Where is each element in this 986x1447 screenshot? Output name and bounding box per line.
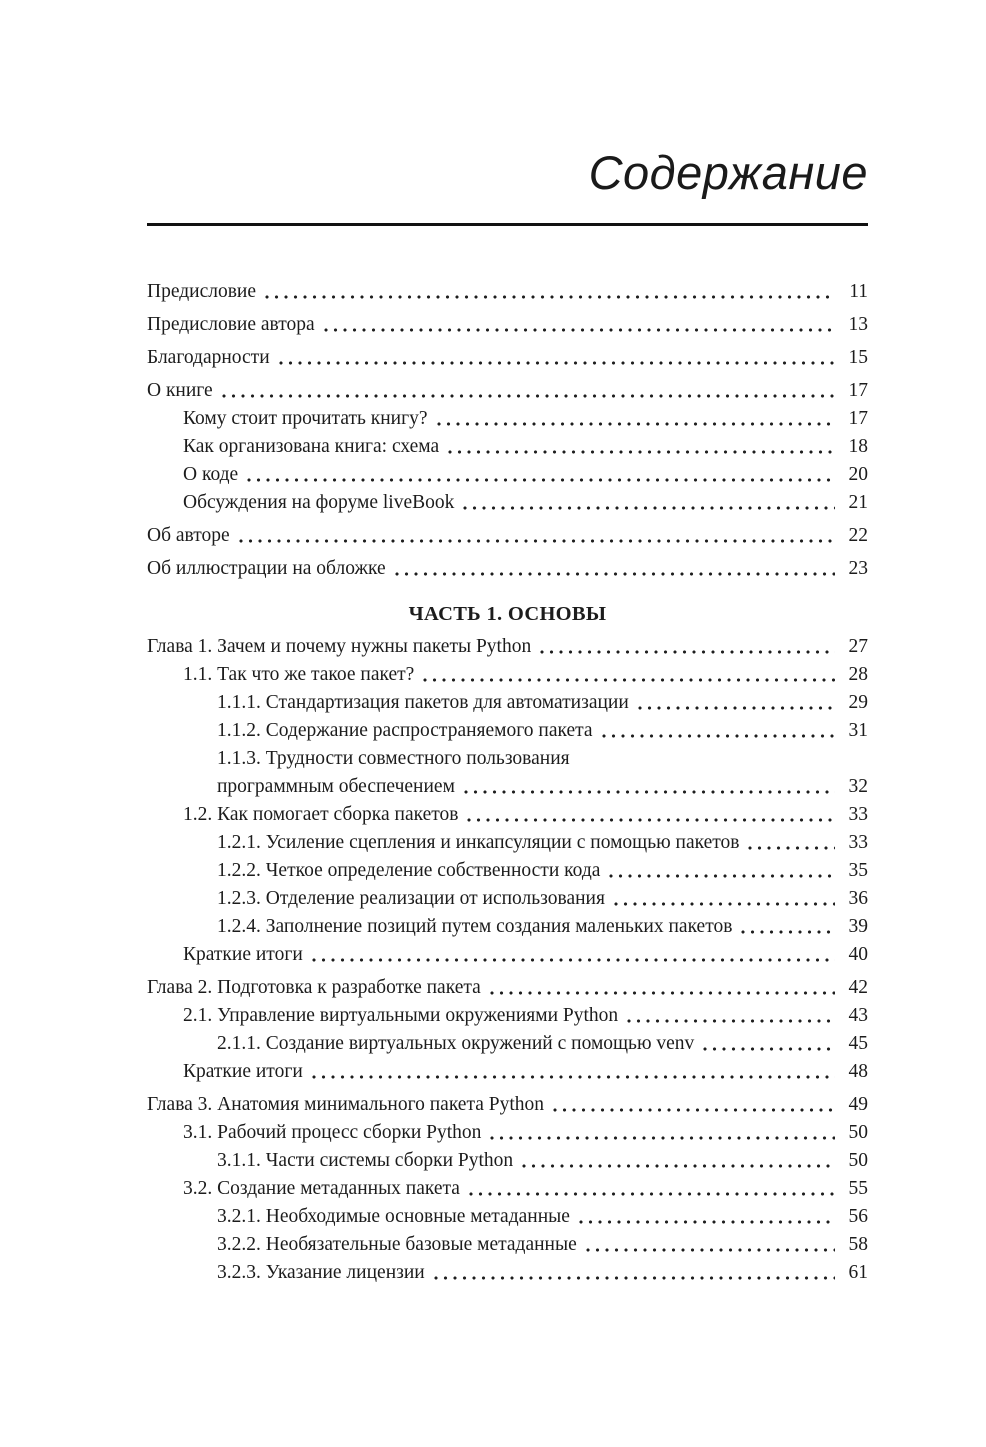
toc-entry-page: 33	[848, 832, 868, 854]
toc-entry-label: Глава 1. Зачем и почему нужны пакеты Python	[147, 636, 532, 658]
toc-entry-label: 3.2. Создание метаданных пакета	[183, 1178, 460, 1200]
toc-row	[147, 717, 868, 745]
toc-entry-page: 32	[848, 776, 868, 798]
toc-entry-page: 11	[849, 281, 868, 303]
toc-entry-page: 18	[848, 436, 868, 458]
dot-leader	[395, 572, 835, 576]
toc-entry-label: Предисловие автора	[147, 314, 315, 336]
toc-entry-page: 15	[848, 347, 868, 369]
dot-leader	[490, 991, 835, 995]
toc-row	[147, 461, 868, 489]
toc-row	[147, 773, 868, 801]
toc-row	[147, 1091, 868, 1119]
toc-entry-label: Предисловие	[147, 281, 257, 303]
dot-leader	[222, 394, 835, 398]
toc-row	[147, 801, 868, 829]
toc-row	[147, 913, 868, 941]
toc-entry-label: Как организована книга: схема	[183, 436, 440, 458]
dot-leader	[463, 506, 835, 510]
toc-row	[147, 1147, 868, 1175]
dot-leader	[609, 874, 835, 878]
toc-entry-page: 43	[848, 1005, 868, 1027]
toc-entry-label: 1.2.3. Отделение реализации от использования	[217, 888, 605, 910]
toc-row	[147, 1119, 868, 1147]
toc-entry-page: 33	[848, 804, 868, 826]
toc-entry-label: Глава 3. Анатомия минимального пакета Python	[147, 1094, 545, 1116]
toc-row	[147, 1203, 868, 1231]
toc-entry-page: 27	[848, 636, 868, 658]
dot-leader	[490, 1136, 835, 1140]
toc-entry-page: 45	[848, 1033, 868, 1055]
toc-entry-page: 61	[848, 1262, 868, 1284]
toc-entry-page: 21	[848, 492, 868, 514]
toc-entry-page: 48	[848, 1061, 868, 1083]
toc-entry-label: 1.2. Как помогает сборка пакетов	[183, 804, 459, 826]
toc-entry-page: 28	[848, 664, 868, 686]
dot-leader	[579, 1220, 835, 1224]
toc-row	[147, 857, 868, 885]
dot-leader	[434, 1276, 835, 1280]
dot-leader	[467, 818, 835, 822]
dot-leader	[638, 706, 835, 710]
dot-leader	[540, 650, 835, 654]
toc-entry-label: 3.2.2. Необязательные базовые метаданные	[217, 1234, 577, 1256]
toc-entry-label: Глава 2. Подготовка к разработке пакета	[147, 977, 481, 999]
toc-entry-label: 1.2.1. Усиление сцепления и инкапсуляции с помощью пакетов	[217, 832, 740, 854]
toc-entry-page: 49	[848, 1094, 868, 1116]
toc-row	[147, 1030, 868, 1058]
toc-entry-page: 13	[848, 314, 868, 336]
dot-leader	[437, 422, 835, 426]
toc-entry-page: 31	[848, 720, 868, 742]
toc-entry-label: программным обеспечением	[217, 776, 455, 798]
dot-leader	[703, 1047, 835, 1051]
toc-row	[147, 829, 868, 857]
toc-entry-label: Об иллюстрации на обложке	[147, 558, 386, 580]
toc-entry-label: Об авторе	[147, 525, 230, 547]
toc-entry-label: Кому стоит прочитать книгу?	[183, 408, 428, 430]
toc-entry-label: 2.1.1. Создание виртуальных окружений с помощью venv	[217, 1033, 695, 1055]
dot-leader	[586, 1248, 835, 1252]
toc-row	[147, 1175, 868, 1203]
dot-leader	[553, 1108, 835, 1112]
toc-entry-page: 58	[848, 1234, 868, 1256]
toc-row	[147, 1231, 868, 1259]
toc-row	[147, 941, 868, 969]
toc-entry-page: 42	[848, 977, 868, 999]
toc-entry-label: 1.1.1. Стандартизация пакетов для автоматизации	[217, 692, 629, 714]
toc-entry-label: 1.2.4. Заполнение позиций путем создания маленьких пакетов	[217, 916, 733, 938]
toc-entry-label: 1.1. Так что же такое пакет?	[183, 664, 415, 686]
part-heading: ЧАСТЬ 1. ОСНОВЫ	[408, 603, 607, 626]
dot-leader	[324, 328, 835, 332]
toc-entry-label: 2.1. Управление виртуальными окружениями Python	[183, 1005, 619, 1027]
dot-leader	[279, 361, 835, 365]
toc-row	[147, 1002, 868, 1030]
toc-row	[147, 1259, 868, 1287]
toc-row	[147, 661, 868, 689]
toc-entry-label: Краткие итоги	[183, 944, 303, 966]
dot-leader	[312, 1075, 835, 1079]
toc-row	[147, 377, 868, 405]
toc-row	[147, 311, 868, 339]
toc-entry-label: Краткие итоги	[183, 1061, 303, 1083]
toc-entry-page: 56	[848, 1206, 868, 1228]
toc-entry-page: 20	[848, 464, 868, 486]
dot-leader	[469, 1192, 835, 1196]
toc-list	[147, 278, 868, 1287]
toc-row	[147, 489, 868, 517]
toc-row	[147, 344, 868, 372]
dot-leader	[627, 1019, 835, 1023]
toc-entry-label: 3.2.1. Необходимые основные метаданные	[217, 1206, 570, 1228]
toc-entry-label: 3.2.3. Указание лицензии	[217, 1262, 425, 1284]
page-title: Содержание	[588, 146, 868, 199]
toc-entry-label: Обсуждения на форуме liveBook	[183, 492, 455, 514]
toc-row	[147, 405, 868, 433]
dot-leader	[423, 678, 835, 682]
dot-leader	[312, 958, 835, 962]
toc-row	[147, 689, 868, 717]
dot-leader	[239, 539, 835, 543]
dot-leader	[247, 478, 835, 482]
dot-leader	[522, 1164, 835, 1168]
toc-entry-label: 1.1.2. Содержание распространяемого пакета	[217, 720, 593, 742]
toc-entry-label: О коде	[183, 464, 239, 486]
toc-row	[147, 885, 868, 913]
toc-entry-label: Благодарности	[147, 347, 270, 369]
toc-entry-label: 1.1.3. Трудности совместного пользования	[217, 748, 570, 770]
toc-row	[147, 433, 868, 461]
dot-leader	[602, 734, 835, 738]
toc-entry-label: 1.2.2. Четкое определение собственности кода	[217, 860, 601, 882]
title-rule	[147, 223, 868, 226]
toc-entry-page: 23	[848, 558, 868, 580]
toc-entry-page: 39	[848, 916, 868, 938]
toc-row	[147, 974, 868, 1002]
toc-entry-page: 35	[848, 860, 868, 882]
toc-entry-label: 3.1. Рабочий процесс сборки Python	[183, 1122, 482, 1144]
dot-leader	[265, 295, 835, 299]
toc-row	[147, 1058, 868, 1086]
dot-leader	[614, 902, 835, 906]
toc-entry-page: 50	[848, 1122, 868, 1144]
toc-row	[147, 745, 868, 773]
toc-entry-label: 3.1.1. Части системы сборки Python	[217, 1150, 514, 1172]
toc-row	[147, 555, 868, 583]
toc-row	[147, 522, 868, 550]
toc-row	[147, 633, 868, 661]
toc-entry-page: 40	[848, 944, 868, 966]
toc-entry-page: 55	[848, 1178, 868, 1200]
toc-entry-page: 22	[848, 525, 868, 547]
dot-leader	[748, 846, 835, 850]
toc-entry-page: 50	[848, 1150, 868, 1172]
toc-entry-page: 17	[848, 408, 868, 430]
dot-leader	[741, 930, 835, 934]
toc-row	[147, 278, 868, 306]
dot-leader	[464, 790, 835, 794]
dot-leader	[448, 450, 835, 454]
toc-entry-page: 17	[848, 380, 868, 402]
toc-entry-label: О книге	[147, 380, 213, 402]
toc-entry-page: 29	[848, 692, 868, 714]
toc-entry-page: 36	[848, 888, 868, 910]
